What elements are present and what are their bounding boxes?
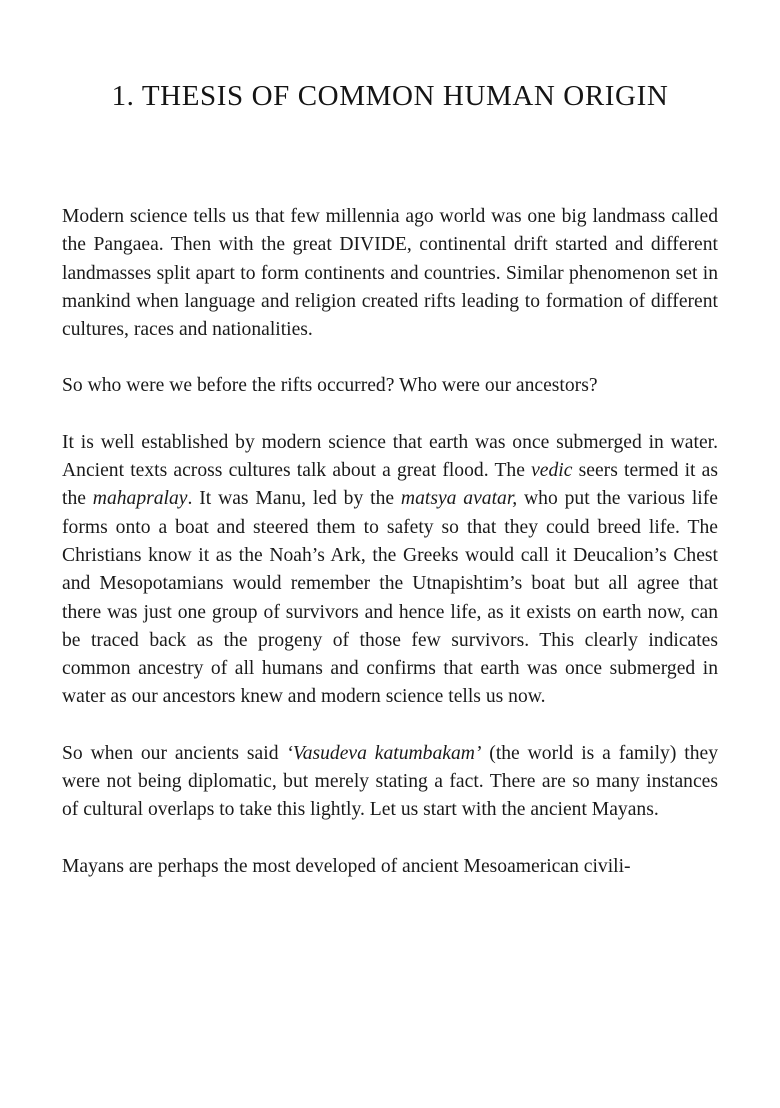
italic-term-matsya-avatar: matsya avatar, xyxy=(400,488,518,510)
italic-term-mahapralay: mahapralay xyxy=(92,488,188,510)
text-segment: Modern science tells us that few millennia ago world was one big landmass called the Pangaea. Then with the great DIVIDE, continental drift started and different landmasses split apart to form continents and countries. Similar phenomenon set in mankind when language and religion created rifts leading to formation of different cultures, races and nationalities. xyxy=(62,206,718,341)
paragraph-great-flood xyxy=(62,429,718,712)
paragraph-world-family xyxy=(62,740,718,825)
text-segment: So who were we before the rifts occurred? Who were our ancestors? xyxy=(62,375,598,397)
paragraph-pangaea xyxy=(62,203,718,344)
body-text xyxy=(62,203,718,909)
italic-term-vedic: vedic xyxy=(531,460,573,482)
chapter-title: 1. THESIS OF COMMON HUMAN ORIGIN xyxy=(111,80,669,112)
text-segment: Mayans are perhaps the most developed of ancient Mesoamerican civili- xyxy=(62,855,631,877)
text-segment: (the world is a family) they were not being diplomatic, but merely stating a fact. There are so many instances of cultural overlaps to take this lightly. Let us start with the ancient Mayans. xyxy=(62,742,718,821)
text-segment: . It was Manu, led by the xyxy=(187,488,401,510)
text-segment: It is well established by modern science that earth was once submerged in water. Ancient texts across cultures talk about a great flood. The xyxy=(62,431,718,482)
italic-term-vasudeva-katumbakam: ‘Vasudeva katumbakam’ xyxy=(286,742,482,764)
text-segment: So when our ancients said xyxy=(62,742,287,764)
text-segment: seers termed it as the xyxy=(62,460,719,510)
paragraph-mayans xyxy=(62,853,718,881)
paragraph-ancestors-question xyxy=(62,372,718,400)
text-segment: who put the various life forms onto a boat and steered them to safety so that they could breed life. The Christians know it as the Noah’s Ark, the Greeks would call it Deucalion’s Chest and Mesopotamians would remember the Utnapishtim’s boat but all agree that there was just one group of survivors and hence life, as it exists on earth now, can be traced back as the progeny of those few survivors. This clearly indicates common ancestry of all humans and confirms that earth was once submerged in water as our ancestors knew and modern science tells us now. xyxy=(62,488,718,708)
